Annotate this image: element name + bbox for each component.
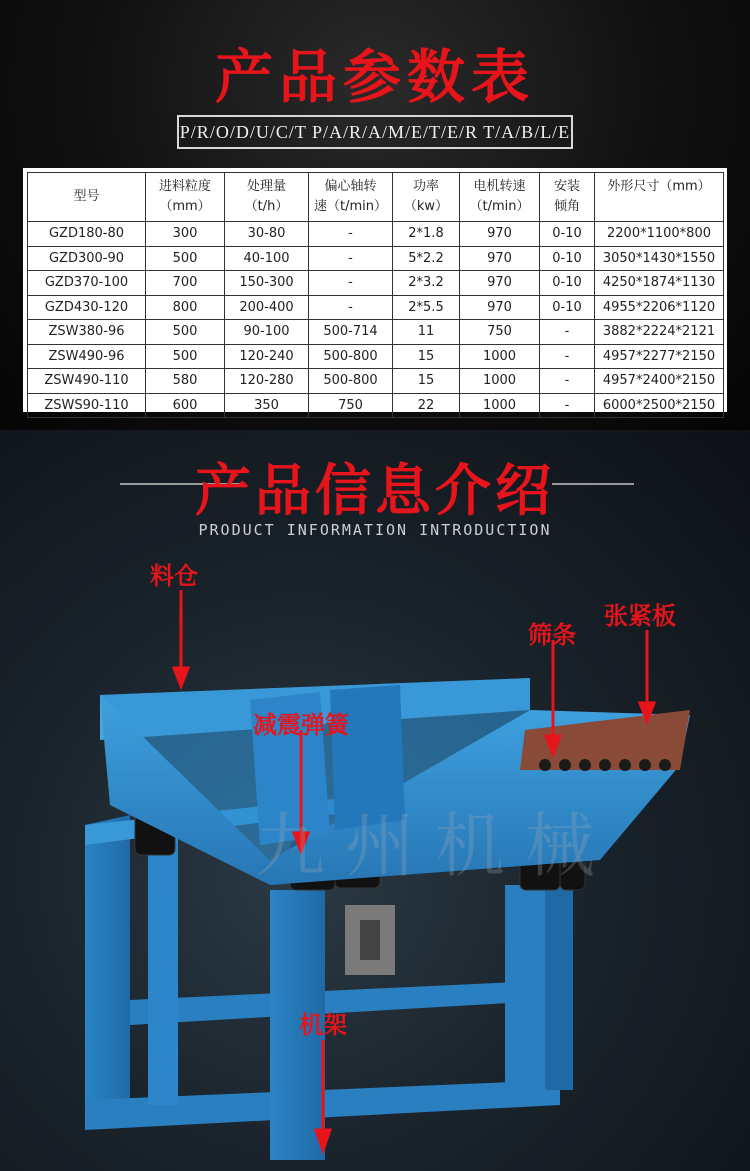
- table-cell: 500: [146, 344, 225, 369]
- table-cell: 2*5.5: [393, 295, 460, 320]
- table-cell: 0-10: [540, 222, 595, 247]
- table-cell: ZSW490-110: [28, 369, 146, 394]
- table-cell: 4250*1874*1130: [595, 271, 724, 296]
- table-cell: 750: [309, 393, 393, 418]
- table-cell: 800: [146, 295, 225, 320]
- table-row: [28, 222, 724, 247]
- table-cell: -: [309, 295, 393, 320]
- table-cell: 11: [393, 320, 460, 345]
- table-cell: 6000*2500*2150: [595, 393, 724, 418]
- table-cell: ZSW490-96: [28, 344, 146, 369]
- table-cell: 2*3.2: [393, 271, 460, 296]
- table-cell: 0-10: [540, 271, 595, 296]
- table-cell: -: [309, 271, 393, 296]
- table-cell: -: [540, 344, 595, 369]
- table-cell: 500-800: [309, 369, 393, 394]
- table-cell: 500: [146, 246, 225, 271]
- table-cell: 1000: [460, 369, 540, 394]
- column-header: 安装 倾角: [540, 173, 595, 222]
- table-cell: 120-240: [225, 344, 309, 369]
- table-cell: 1000: [460, 344, 540, 369]
- table-cell: 15: [393, 369, 460, 394]
- table-cell: 0-10: [540, 295, 595, 320]
- table-cell: 40-100: [225, 246, 309, 271]
- section-subtitle: PRODUCT INFORMATION INTRODUCTION: [198, 521, 552, 539]
- table-cell: 22: [393, 393, 460, 418]
- table-cell: 3882*2224*2121: [595, 320, 724, 345]
- table-header-row: [28, 173, 724, 222]
- table-cell: 600: [146, 393, 225, 418]
- column-header: 型号: [28, 173, 146, 222]
- column-header: 功率 （kw）: [393, 173, 460, 222]
- table-cell: 0-10: [540, 246, 595, 271]
- table-cell: 30-80: [225, 222, 309, 247]
- table-cell: -: [540, 320, 595, 345]
- parameter-subtitle: P/R/O/D/U/C/T P/A/R/A/M/E/T/E/R T/A/B/L/E: [177, 115, 573, 149]
- label-frame: 机架: [299, 1011, 347, 1039]
- table-cell: 2*1.8: [393, 222, 460, 247]
- table-cell: ZSWS90-110: [28, 393, 146, 418]
- column-header: 电机转速 （t/min）: [460, 173, 540, 222]
- table-cell: 970: [460, 271, 540, 296]
- table-row: [28, 295, 724, 320]
- table-cell: -: [540, 393, 595, 418]
- table-row: [28, 393, 724, 418]
- label-hopper: 料仓: [150, 562, 198, 590]
- table-row: [28, 320, 724, 345]
- table-cell: 700: [146, 271, 225, 296]
- parameter-title: 产品参数表: [214, 43, 535, 111]
- table-cell: 2200*1100*800: [595, 222, 724, 247]
- label-grate-bars: 筛条: [528, 621, 576, 649]
- label-damping-spring: 减震弹簧: [253, 711, 349, 739]
- watermark: 九州机械: [255, 805, 615, 887]
- column-header: 处理量 （t/h）: [225, 173, 309, 222]
- table-cell: -: [309, 222, 393, 247]
- table-cell: -: [540, 369, 595, 394]
- table-row: [28, 344, 724, 369]
- table-cell: 500: [146, 320, 225, 345]
- table-cell: 580: [146, 369, 225, 394]
- parameter-section: [0, 0, 750, 430]
- table-cell: 1000: [460, 393, 540, 418]
- table-row: [28, 246, 724, 271]
- table-cell: 90-100: [225, 320, 309, 345]
- table-cell: 350: [225, 393, 309, 418]
- table-cell: ZSW380-96: [28, 320, 146, 345]
- table-cell: 3050*1430*1550: [595, 246, 724, 271]
- column-header: 偏心轴转 速（t/min）: [309, 173, 393, 222]
- table-cell: 500-800: [309, 344, 393, 369]
- column-header: 外形尺寸（mm）: [595, 173, 724, 222]
- table-cell: 15: [393, 344, 460, 369]
- table-cell: 750: [460, 320, 540, 345]
- table-cell: 970: [460, 295, 540, 320]
- table-cell: 4957*2277*2150: [595, 344, 724, 369]
- table-cell: GZD430-120: [28, 295, 146, 320]
- table-cell: 500-714: [309, 320, 393, 345]
- table-cell: 4955*2206*1120: [595, 295, 724, 320]
- table-cell: GZD300-90: [28, 246, 146, 271]
- table-cell: GZD180-80: [28, 222, 146, 247]
- table-row: [28, 271, 724, 296]
- table-cell: 120-280: [225, 369, 309, 394]
- table-cell: 970: [460, 222, 540, 247]
- parameter-table: [27, 172, 724, 418]
- motor: [345, 905, 395, 975]
- section-title: 产品信息介绍: [195, 459, 555, 524]
- table-cell: 200-400: [225, 295, 309, 320]
- table-cell: GZD370-100: [28, 271, 146, 296]
- table-cell: 970: [460, 246, 540, 271]
- table-cell: 5*2.2: [393, 246, 460, 271]
- table-cell: 150-300: [225, 271, 309, 296]
- label-tension-plate: 张紧板: [604, 602, 676, 630]
- table-cell: 300: [146, 222, 225, 247]
- table-cell: 4957*2400*2150: [595, 369, 724, 394]
- column-header: 进料粒度 （mm）: [146, 173, 225, 222]
- table-row: [28, 369, 724, 394]
- table-cell: -: [309, 246, 393, 271]
- parameter-table-container: [23, 168, 727, 412]
